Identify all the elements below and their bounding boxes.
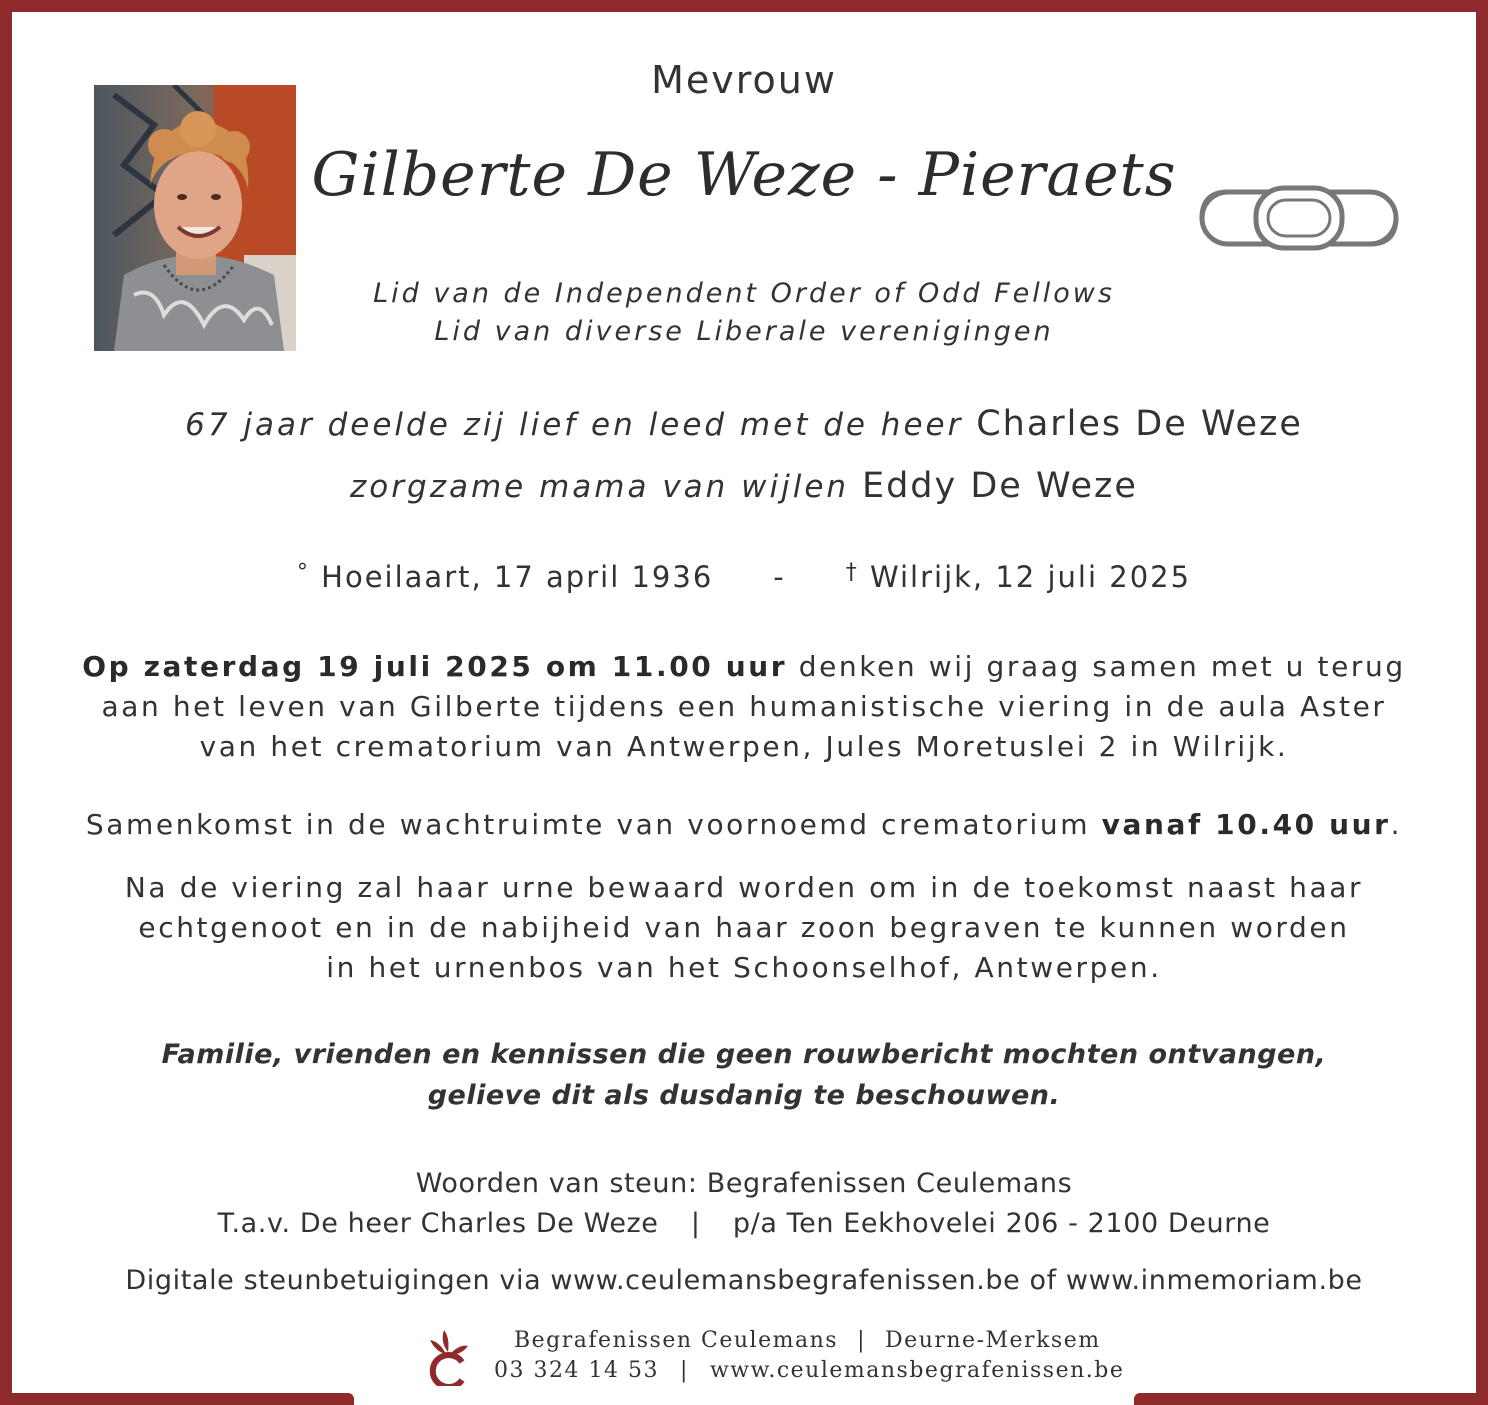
frame-bottom-right xyxy=(1134,1393,1488,1405)
recipient-address: p/a Ten Eekhovelei 206 - 2100 Deurne xyxy=(732,1208,1271,1239)
footer-company: Begrafenissen Ceulemans xyxy=(514,1328,839,1353)
child-relation xyxy=(0,466,1488,506)
ceremony-line-1-rest: denken wij graag samen met u terug xyxy=(798,650,1406,683)
ceremony-line-2: aan het leven van Gilberte tijdens een humanistische viering in de aula Aster xyxy=(101,690,1387,723)
birth-date: Hoeilaart, 17 april 1936 xyxy=(321,560,714,594)
frame-bottom-left xyxy=(0,1393,354,1405)
footer-website-link[interactable]: www.ceulemansbegrafenissen.be xyxy=(709,1358,1125,1383)
urn-line-3: in het urnenbos van het Schoonselhof, Antwerpen. xyxy=(326,951,1162,984)
deceased-name: Gilberte De Weze - Pieraets xyxy=(311,140,1177,210)
ceremony-line-3: van het crematorium van Antwerpen, Jules Moretuslei 2 in Wilrijk. xyxy=(199,730,1289,763)
gathering-text: Samenkomst in de wachtruimte van voornoemd crematorium xyxy=(85,808,1091,841)
partner-relation xyxy=(0,404,1488,444)
gathering-time: vanaf 10.40 uur xyxy=(1101,808,1391,841)
membership-line-2: Lid van diverse Liberale verenigingen xyxy=(434,316,1054,347)
gathering-end: . xyxy=(1390,808,1403,841)
partner-prefix: 67 jaar deelde zij lief en leed met de heer xyxy=(185,407,964,443)
ceremony-line-1 xyxy=(0,650,1488,683)
death-date: Wilrijk, 12 juli 2025 xyxy=(869,560,1192,594)
life-dates xyxy=(0,560,1488,594)
ceulemans-leaf-c-logo xyxy=(424,1328,472,1390)
urn-line-1: Na de viering zal haar urne bewaard worden om in de toekomst naast haar xyxy=(124,871,1364,904)
contact-recipient-line xyxy=(0,1208,1488,1239)
digital-condolences-line: Digitale steunbetuigingen via www.ceulemansbegrafenissen.be of www.inmemoriam.be xyxy=(125,1265,1363,1296)
membership-line-1: Lid van de Independent Order of Odd Fellows xyxy=(373,278,1115,309)
footer-sep-1: | xyxy=(857,1328,866,1353)
recipient-name: T.a.v. De heer Charles De Weze xyxy=(217,1208,659,1239)
death-symbol: † xyxy=(845,560,859,585)
birth-symbol: ° xyxy=(296,560,310,585)
dates-separator: - xyxy=(773,560,786,594)
notice-line-1: Familie, vrienden en kennissen die geen rouwbericht mochten ontvangen, xyxy=(161,1039,1327,1070)
gathering-line xyxy=(0,808,1488,841)
portrait-photo xyxy=(94,85,296,351)
footer-location: Deurne-Merksem xyxy=(885,1328,1101,1353)
urn-line-2: echtgenoot en in de nabijheid van haar zoon begraven te kunnen worden xyxy=(138,911,1350,944)
footer-company-line xyxy=(514,1328,1101,1353)
partner-name: Charles De Weze xyxy=(976,404,1303,444)
condolence-address-line: Woorden van steun: Begrafenissen Ceulemans xyxy=(415,1168,1073,1199)
ceremony-datetime: Op zaterdag 19 juli 2025 om 11.00 uur xyxy=(82,650,788,683)
footer-contact-line xyxy=(494,1358,1124,1383)
child-prefix: zorgzame mama van wijlen xyxy=(350,469,850,505)
notice-line-2: gelieve dit als dusdanig te beschouwen. xyxy=(427,1080,1061,1111)
footer-phone: 03 324 14 53 xyxy=(494,1358,659,1383)
recipient-separator: | xyxy=(690,1208,701,1239)
footer-sep-2: | xyxy=(679,1358,689,1383)
honorific-title: Mevrouw xyxy=(651,58,837,102)
child-name: Eddy De Weze xyxy=(861,466,1138,506)
